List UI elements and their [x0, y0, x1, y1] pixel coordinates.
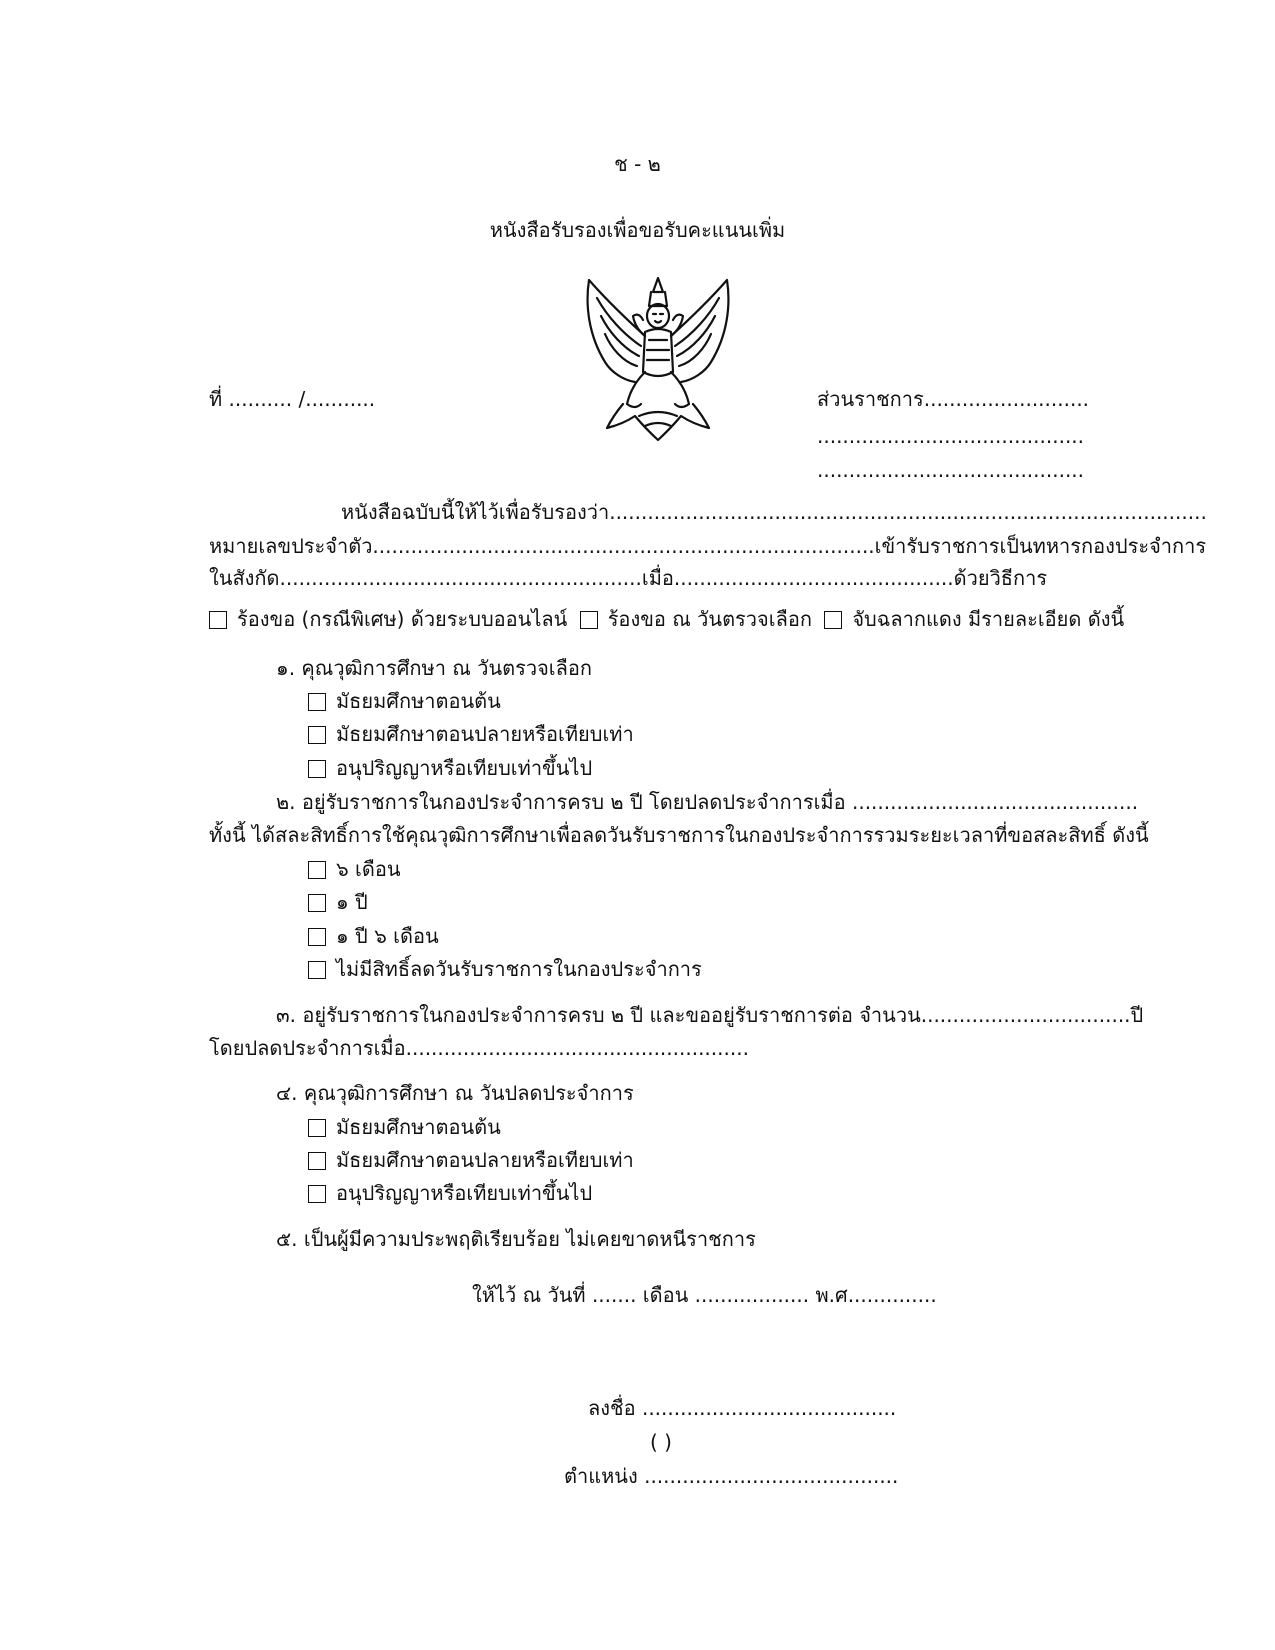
section2-option	[308, 890, 368, 914]
certification-line-1: หนังสือฉบับนี้ให้ไว้เพื่อรับรองว่า..............................................................................................	[341, 500, 1207, 524]
method-red-lot-checkbox[interactable]	[824, 611, 842, 629]
given-date-line: ให้ไว้ ณ วันที่ ....... เดือน .................. พ.ศ..............	[472, 1283, 937, 1307]
certification-line-2: หมายเลขประจำตัว...............................................................................เข้ารับราชการเป็นทหารกองประจำการ	[209, 534, 1207, 558]
certification-line-3: ในสังกัด.........................................................เมื่อ............................................ด้วยวิธีการ	[209, 566, 1048, 590]
section3-line-1: ๓. อยู่รับราชการในกองประจำการครบ ๒ ปี และขออยู่รับราชการต่อ จำนวน.................................ปี	[276, 1003, 1144, 1027]
section2-option	[308, 924, 439, 948]
section4-option-checkbox[interactable]	[308, 1119, 326, 1137]
section4-option-label: มัธยมศึกษาตอนต้น	[336, 1115, 501, 1139]
section2-option-checkbox[interactable]	[308, 961, 326, 979]
section2-option-label: ๑ ปี	[336, 890, 368, 914]
section2-option-label: ๑ ปี ๖ เดือน	[336, 924, 439, 948]
section4-option-checkbox[interactable]	[308, 1185, 326, 1203]
section2-option-checkbox[interactable]	[308, 928, 326, 946]
section2-option	[308, 957, 702, 981]
section4-option	[308, 1148, 634, 1172]
section1-option	[308, 756, 592, 780]
method-options-row	[209, 607, 1124, 631]
section4-option-label: มัธยมศึกษาตอนปลายหรือเทียบเท่า	[336, 1148, 634, 1172]
section2-option-label: ๖ เดือน	[336, 857, 401, 881]
agency-line-3: ..........................................	[817, 458, 1085, 482]
agency-line-1: ส่วนราชการ..........................	[817, 387, 1090, 411]
section1-option	[308, 689, 501, 713]
section3-line-2: โดยปลดประจำการเมื่อ......................................................	[209, 1036, 749, 1060]
method-red-lot-label: จับฉลากแดง มีรายละเอียด ดังนี้	[852, 607, 1125, 631]
section1-option-label: มัธยมศึกษาตอนปลายหรือเทียบเท่า	[336, 722, 634, 746]
position-line: ตำแหน่ง ........................................	[564, 1464, 899, 1488]
section1-heading: ๑. คุณวุฒิการศึกษา ณ วันตรวจเลือก	[276, 656, 593, 680]
section2-line-1: ๒. อยู่รับราชการในกองประจำการครบ ๒ ปี โดยปลดประจำการเมื่อ .............................................	[276, 790, 1139, 814]
section2-line-2: ทั้งนี้ ได้สละสิทธิ์การใช้คุณวุฒิการศึกษาเพื่อลดวันรับราชการในกองประจำการรวมระยะเวลาที่ขอสละสิทธิ์ ดังนี้	[209, 823, 1149, 847]
section4-option	[308, 1181, 592, 1205]
section1-option-label: อนุปริญญาหรือเทียบเท่าขึ้นไป	[336, 756, 593, 780]
section4-option	[308, 1115, 501, 1139]
section2-option	[308, 857, 401, 881]
section1-option-label: มัธยมศึกษาตอนต้น	[336, 689, 501, 713]
section2-option-checkbox[interactable]	[308, 894, 326, 912]
signatory-name-parens: ( )	[650, 1430, 672, 1454]
method-exam-day-checkbox[interactable]	[580, 611, 598, 629]
section1-option	[308, 722, 634, 746]
method-online-checkbox[interactable]	[209, 611, 227, 629]
section4-heading: ๔. คุณวุฒิการศึกษา ณ วันปลดประจำการ	[276, 1081, 634, 1105]
method-online-label: ร้องขอ (กรณีพิเศษ) ด้วยระบบออนไลน์	[237, 607, 568, 631]
section1-option-checkbox[interactable]	[308, 760, 326, 778]
signature-line: ลงชื่อ ........................................	[588, 1396, 897, 1420]
garuda-emblem-icon	[583, 276, 733, 444]
method-exam-day-label: ร้องขอ ณ วันตรวจเลือก	[607, 607, 812, 631]
section1-option-checkbox[interactable]	[308, 693, 326, 711]
agency-line-2: ..........................................	[817, 424, 1085, 448]
section4-option-label: อนุปริญญาหรือเทียบเท่าขึ้นไป	[336, 1181, 593, 1205]
section1-option-checkbox[interactable]	[308, 726, 326, 744]
reference-number-line: ที่ .......... /...........	[209, 387, 376, 411]
page-code: ช - ๒	[614, 152, 661, 176]
section2-option-checkbox[interactable]	[308, 861, 326, 879]
section4-option-checkbox[interactable]	[308, 1152, 326, 1170]
document-title: หนังสือรับรองเพื่อขอรับคะแนนเพิ่ม	[489, 218, 786, 242]
section2-option-label: ไม่มีสิทธิ์ลดวันรับราชการในกองประจำการ	[336, 957, 702, 981]
section5-text: ๕. เป็นผู้มีความประพฤติเรียบร้อย ไม่เคยขาดหนีราชการ	[276, 1227, 756, 1251]
